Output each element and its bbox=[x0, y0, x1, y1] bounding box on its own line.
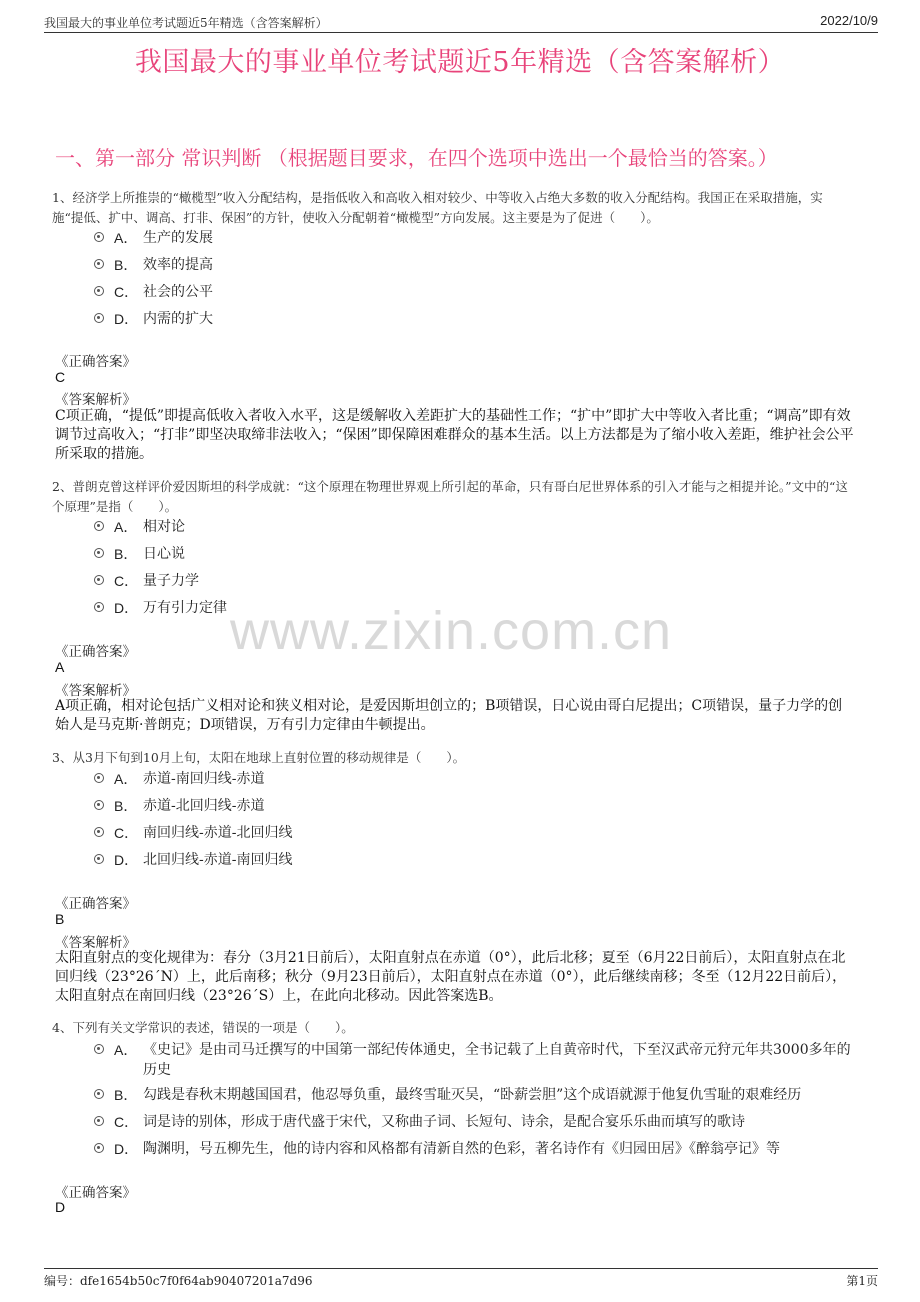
option-letter: D． bbox=[114, 311, 139, 327]
option-letter: B． bbox=[114, 257, 138, 273]
radio-circle-icon[interactable] bbox=[94, 1143, 104, 1153]
option-letter: C． bbox=[114, 573, 139, 589]
radio-circle-icon[interactable] bbox=[94, 854, 104, 864]
radio-circle-icon[interactable] bbox=[94, 1044, 104, 1054]
option-text: 量子力学 bbox=[143, 573, 199, 589]
option-text: 内需的扩大 bbox=[143, 311, 213, 327]
page-footer bbox=[44, 1268, 878, 1287]
radio-circle-icon[interactable] bbox=[94, 548, 104, 558]
radio-circle-icon[interactable] bbox=[94, 1116, 104, 1126]
option-letter: B． bbox=[114, 546, 138, 562]
explanation-label: 《答案解析》 bbox=[55, 392, 136, 408]
watermark: www.zixin.com.cn bbox=[230, 601, 673, 661]
option-text: 南回归线-赤道-北回归线 bbox=[143, 825, 293, 841]
header-date: 2022/10/9 bbox=[820, 13, 878, 28]
option-text: 勾践是春秋末期越国国君，他忍辱负重，最终雪耻灭吴，“卧薪尝胆”这个成语就源于他复仇雪耻的艰难经历 bbox=[143, 1087, 802, 1103]
header-doc-title: 我国最大的事业单位考试题近5年精选（含答案解析） bbox=[44, 16, 328, 30]
radio-circle-icon[interactable] bbox=[94, 286, 104, 296]
explanation-label: 《答案解析》 bbox=[55, 935, 136, 951]
question-stem: 3、从3月下旬到10月上旬，太阳在地球上直射位置的移动规律是（ ）。 bbox=[52, 750, 466, 765]
radio-circle-icon[interactable] bbox=[94, 232, 104, 242]
option-letter: B． bbox=[114, 798, 138, 814]
question-stem: 2、普朗克曾这样评价爱因斯坦的科学成就：“这个原理在物理世界观上所引起的革命，只有哥白尼世界体系的引入才能与之相提并论。”文中的“这个原理”是指（ ）。 bbox=[52, 479, 848, 514]
option-text: 陶渊明，号五柳先生，他的诗内容和风格都有清新自然的色彩，著名诗作有《归园田居》《醉翁亭记》等 bbox=[143, 1141, 780, 1157]
radio-circle-icon[interactable] bbox=[94, 1089, 104, 1099]
radio-circle-icon[interactable] bbox=[94, 800, 104, 810]
correct-answer: B bbox=[55, 911, 65, 927]
question-stem: 4、下列有关文学常识的表述，错误的一项是（ ）。 bbox=[52, 1020, 354, 1035]
correct-answer: C bbox=[55, 369, 66, 385]
option-text: 《史记》是由司马迁撰写的中国第一部纪传体通史，全书记载了上自黄帝时代，下至汉武帝元狩元年共3000多年的历史 bbox=[143, 1042, 851, 1078]
option-letter: D． bbox=[114, 600, 139, 616]
explanation-label: 《答案解析》 bbox=[55, 683, 136, 699]
answer-label: 《正确答案》 bbox=[55, 644, 136, 660]
document-title: 我国最大的事业单位考试题近5年精选（含答案解析） bbox=[134, 47, 786, 78]
question-stem: 1、经济学上所推崇的“橄榄型”收入分配结构，是指低收入和高收入相对较少、中等收入占绝大多数的收入分配结构。我国正在采取措施，实施“提低、扩中、调高、打非、保困”的方针，使收入分配朝着“橄榄型”方向发展。这主要是为了促进（ ）。 bbox=[52, 190, 823, 225]
option-letter: D． bbox=[114, 1141, 139, 1157]
explanation-text: A项正确，相对论包括广义相对论和狭义相对论，是爱因斯坦创立的；B项错误，日心说由哥白尼提出；C项错误，量子力学的创始人是马克斯·普朗克；D项错误，万有引力定律由牛顿提出。 bbox=[55, 698, 843, 733]
page-header bbox=[44, 12, 878, 33]
option-text: 赤道-北回归线-赤道 bbox=[143, 798, 265, 814]
option-text: 相对论 bbox=[143, 519, 185, 535]
radio-circle-icon[interactable] bbox=[94, 575, 104, 585]
option-letter: A． bbox=[114, 230, 138, 246]
option-text: 社会的公平 bbox=[143, 284, 213, 300]
document-code: 编号：dfe1654b50c7f0f64ab90407201a7d96 bbox=[44, 1274, 313, 1288]
option-text: 效率的提高 bbox=[143, 257, 213, 273]
explanation-text: 太阳直射点的变化规律为：春分（3月21日前后），太阳直射点在赤道（0°），此后北移；夏至（6月22日前后），太阳直射点在北回归线（23°26´N）上，此后南移；秋分（9月23日前后），太阳直射点在赤道（0°），此后继续南移；冬至（12月22日前后），太阳直射点在南回归线（23°26´S）上，在此向北移动。因此答案选B。 bbox=[55, 950, 847, 1004]
option-letter: B． bbox=[114, 1087, 138, 1103]
answer-label: 《正确答案》 bbox=[55, 354, 136, 370]
section-heading: 一、第一部分 常识判断 （根据题目要求，在四个选项中选出一个最恰当的答案。） bbox=[55, 146, 778, 170]
answer-label: 《正确答案》 bbox=[55, 896, 136, 912]
radio-circle-icon[interactable] bbox=[94, 313, 104, 323]
radio-circle-icon[interactable] bbox=[94, 521, 104, 531]
explanation-text: C项正确，“提低”即提高低收入者收入水平，这是缓解收入差距扩大的基础性工作；“扩中”即扩大中等收入者比重；“调高”即有效调节过高收入；“打非”即坚决取缔非法收入；“保困”即保障困难群众的基本生活。以上方法都是为了缩小收入差距，维护社会公平所采取的措施。 bbox=[55, 408, 854, 462]
option-text: 词是诗的别体，形成于唐代盛于宋代，又称曲子词、长短句、诗余，是配合宴乐乐曲而填写的歌诗 bbox=[143, 1114, 745, 1130]
option-text: 日心说 bbox=[143, 546, 185, 562]
option-letter: C． bbox=[114, 825, 139, 841]
option-letter: C． bbox=[114, 1114, 139, 1130]
option-letter: A． bbox=[114, 1042, 138, 1058]
answer-label: 《正确答案》 bbox=[55, 1185, 136, 1201]
option-letter: A． bbox=[114, 519, 138, 535]
radio-circle-icon[interactable] bbox=[94, 827, 104, 837]
option-letter: C． bbox=[114, 284, 139, 300]
option-letter: D． bbox=[114, 852, 139, 868]
option-text: 万有引力定律 bbox=[143, 600, 227, 616]
option-text: 赤道-南回归线-赤道 bbox=[143, 771, 265, 787]
radio-circle-icon[interactable] bbox=[94, 602, 104, 612]
radio-circle-icon[interactable] bbox=[94, 259, 104, 269]
page-number: 第1页 bbox=[846, 1274, 878, 1288]
correct-answer: D bbox=[55, 1199, 66, 1215]
option-text: 生产的发展 bbox=[143, 230, 213, 246]
option-text: 北回归线-赤道-南回归线 bbox=[143, 852, 293, 868]
option-letter: A． bbox=[114, 771, 138, 787]
radio-circle-icon[interactable] bbox=[94, 773, 104, 783]
correct-answer: A bbox=[55, 659, 65, 675]
